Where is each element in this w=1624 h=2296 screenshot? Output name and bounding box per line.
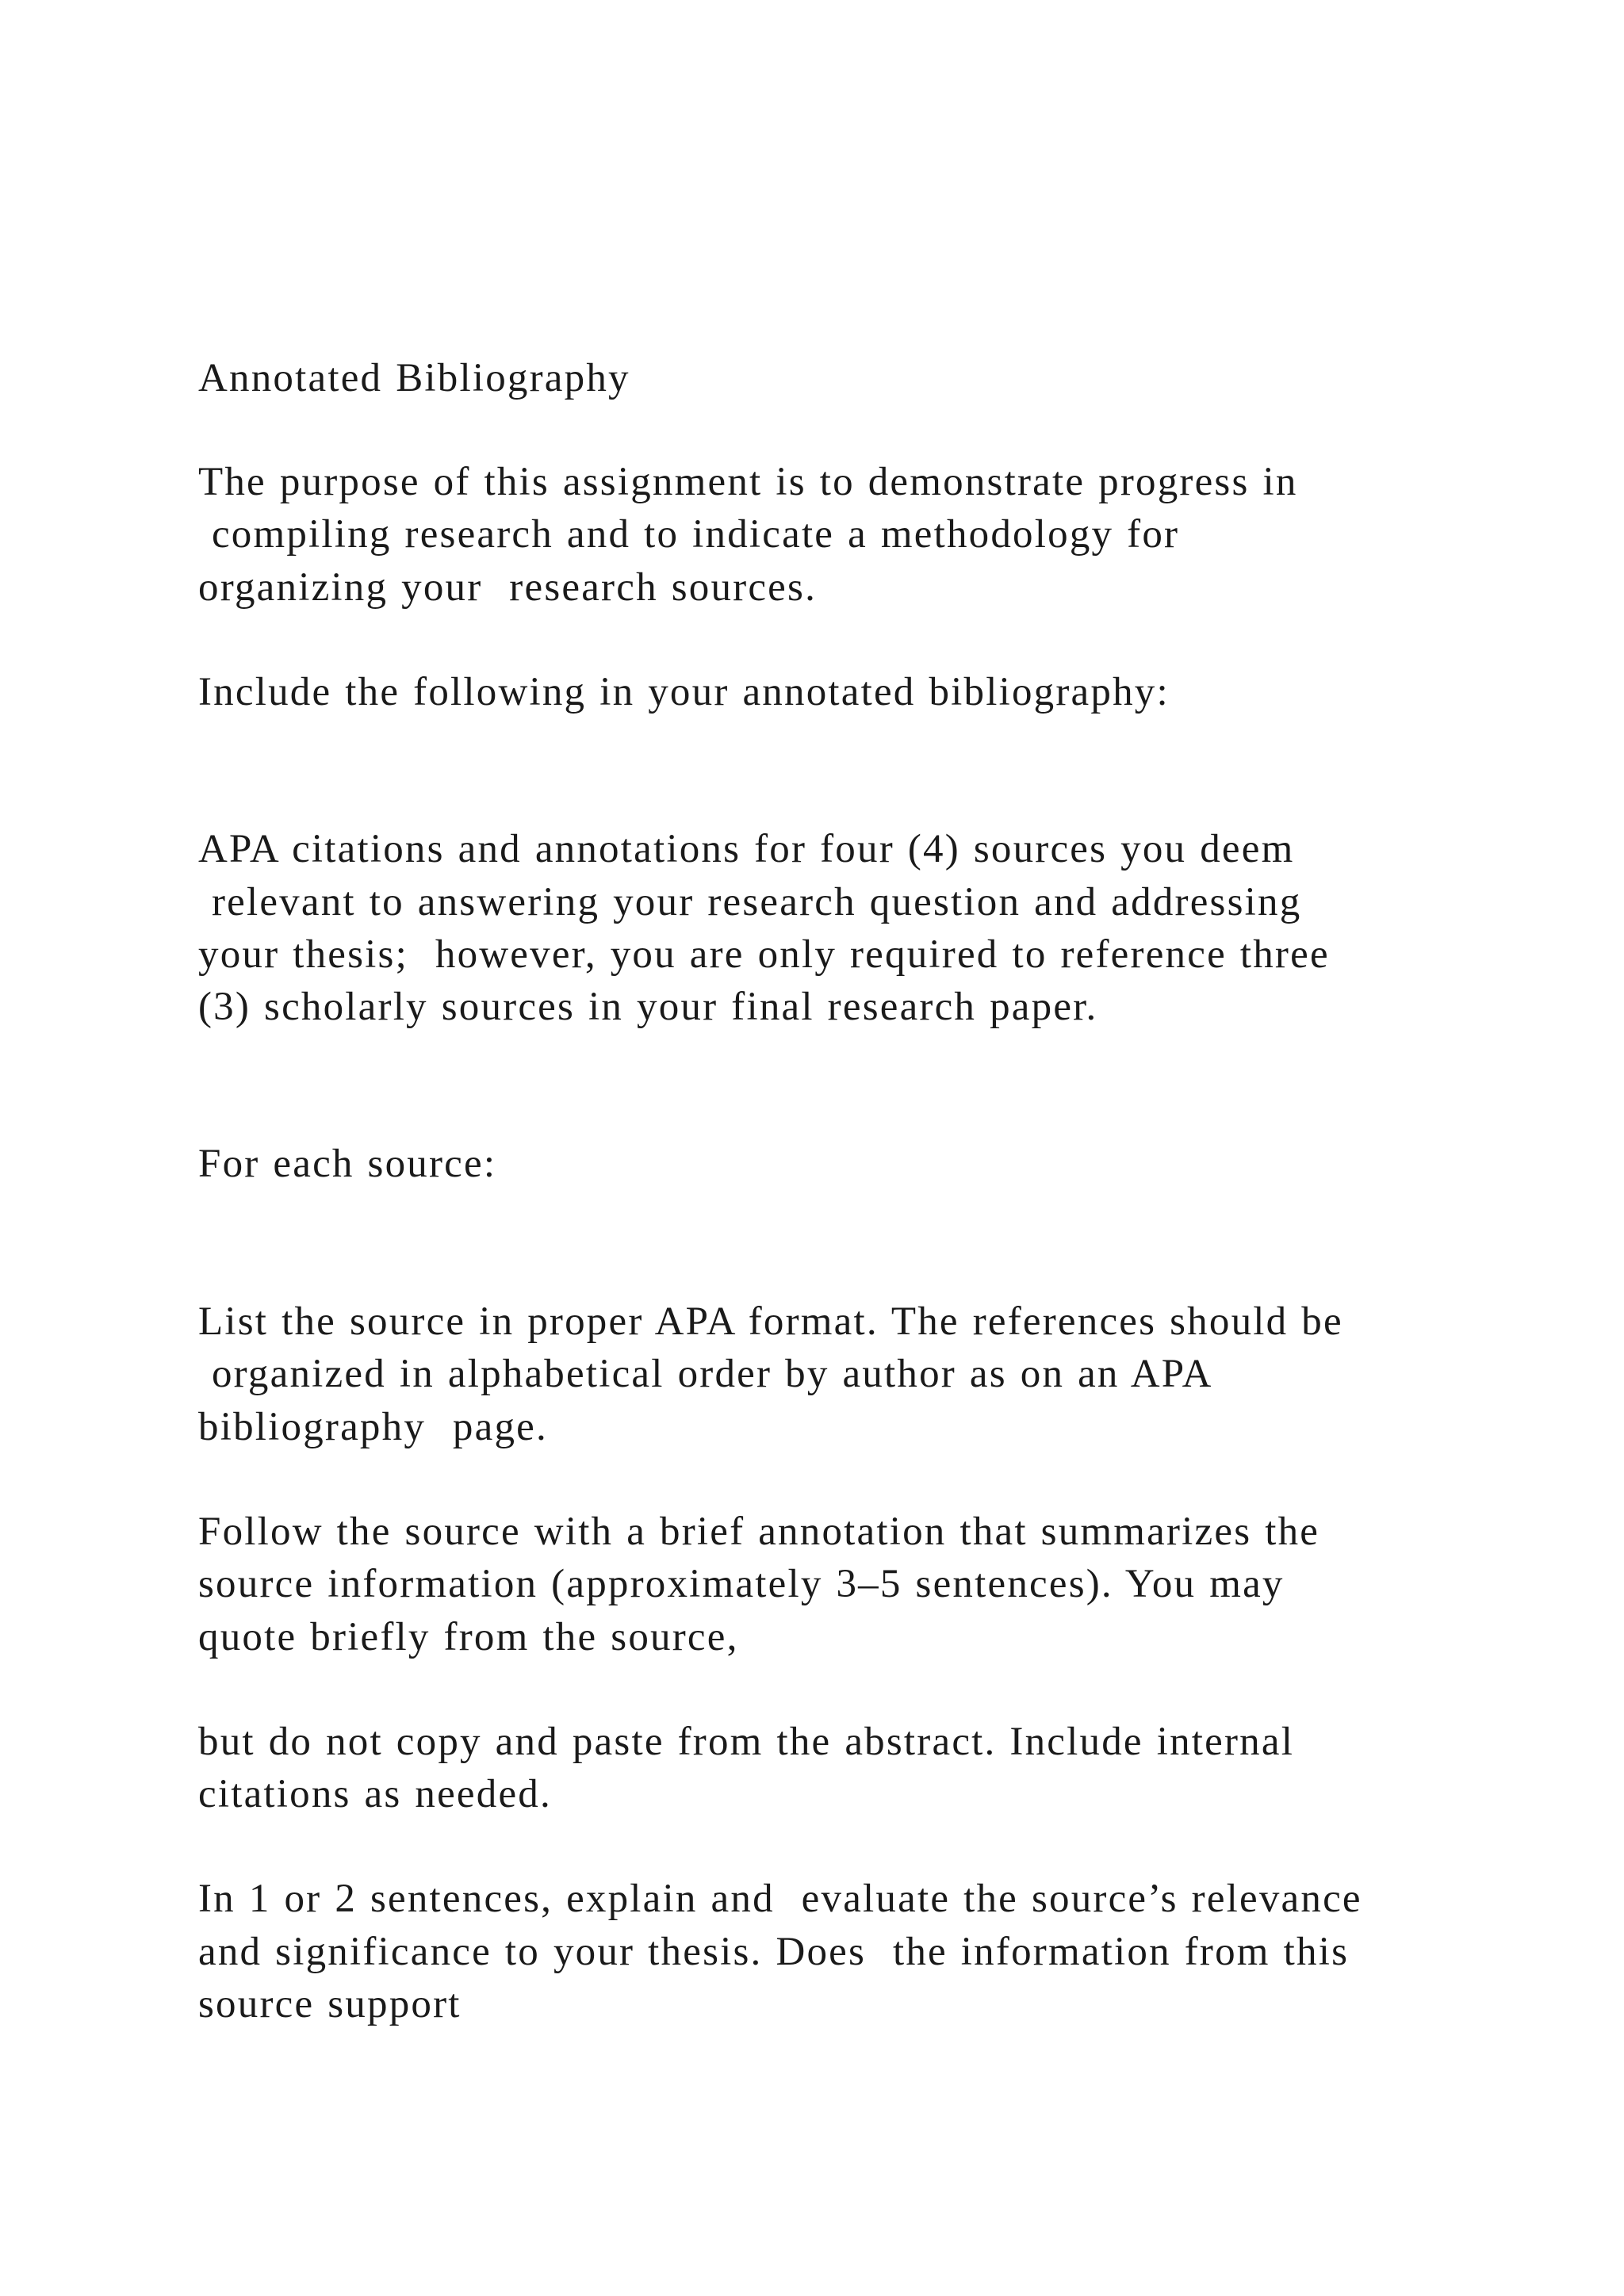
text-line: relevant to answering your research question and addressing (198, 880, 1302, 924)
text-line: but do not copy and paste from the abstract. Include internal (198, 1720, 1295, 1764)
text-line: In 1 or 2 sentences, explain and evaluate the source’s relevance (198, 1877, 1362, 1921)
text-line: Include the following in your annotated bibliography: (198, 670, 1170, 714)
text-line: source information (approximately 3–5 sentences). You may (198, 1562, 1285, 1606)
document-title: Annotated Bibliography (198, 356, 630, 400)
text-line: source support (198, 1982, 462, 2026)
text-line: compiling research and to indicate a methodology for (198, 512, 1180, 557)
text-line: (3) scholarly sources in your final research paper. (198, 985, 1098, 1029)
text-line: For each source: (198, 1142, 497, 1186)
text-line: organized in alphabetical order by author as on an APA (198, 1352, 1213, 1396)
text-line: APA citations and annotations for four (4) sources you deem (198, 827, 1295, 871)
text-line: organizing your research sources. (198, 565, 818, 610)
text-line: your thesis; however, you are only required to reference three (198, 932, 1330, 977)
text-line: bibliography page. (198, 1405, 548, 1449)
text-line: quote briefly from the source, (198, 1615, 739, 1659)
text-line: citations as needed. (198, 1772, 552, 1816)
text-line: Follow the source with a brief annotation that summarizes the (198, 1510, 1320, 1554)
text-line: and significance to your thesis. Does the information from this (198, 1930, 1350, 1974)
text-line: List the source in proper APA format. The references should be (198, 1299, 1343, 1344)
text-line: The purpose of this assignment is to demonstrate progress in (198, 460, 1298, 504)
